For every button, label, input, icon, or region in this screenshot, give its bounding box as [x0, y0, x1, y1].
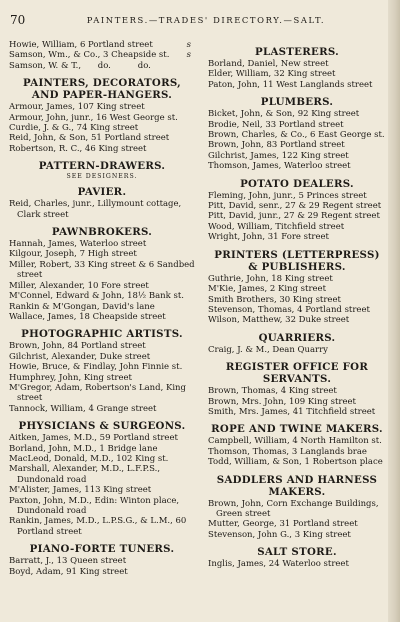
- page-header: [10, 13, 386, 27]
- directory-entry: Bicket, John, & Son, 92 King street: [208, 109, 360, 120]
- directory-entry: Campbell, William, 4 North Hamilton st.: [208, 436, 382, 447]
- directory-entry: Stevenson, John G., 3 King street: [208, 529, 351, 540]
- directory-entry: Paxton, John, M.D., Edin: Winton place, Dundonald road: [9, 495, 180, 516]
- section-heading: PAINTERS, DECORATORS, AND PAPER-HANGERS.: [23, 77, 181, 102]
- directory-entry: Borland, Daniel, New street: [208, 59, 329, 69]
- section-plasterers: [208, 46, 386, 90]
- directory-entry: Wood, William, Titchfield street: [208, 221, 345, 232]
- directory-entry: Thomson, James, Waterloo street: [208, 161, 351, 172]
- directory-entry: Thomson, Thomas, 3 Langlands brae: [208, 446, 367, 457]
- section-register-office-for-servants: [208, 361, 386, 417]
- directory-entry: Barratt, J., 13 Queen street: [9, 556, 127, 567]
- section-heading: ROPE AND TWINE MAKERS.: [211, 423, 383, 436]
- section-saddlers-and-harness-makers: [208, 474, 386, 541]
- directory-entry: Borland, John, M.D., 1 Bridge lane: [9, 443, 158, 454]
- directory-entry: Todd, William, & Son, 1 Robertson place: [208, 457, 383, 468]
- directory-entry: Guthrie, John, 18 King street: [208, 273, 333, 284]
- entry-name: Samson, Wm., & Co., 3 Cheapside st.: [9, 50, 170, 61]
- directory-entry: M'Connel, Edward & John, 18½ Bank st.: [9, 291, 184, 302]
- directory-entry: Reid, Charles, junr., Lillymount cottage, Clark street: [9, 199, 182, 220]
- section-photographic-artists: [9, 328, 195, 414]
- directory-entry: Elder, William, 32 King street: [208, 69, 336, 80]
- directory-entry: Marshall, Alexander, M.D., L.F.P.S., Dundonald road: [9, 464, 161, 485]
- section-heading: REGISTER OFFICE FOR SERVANTS.: [225, 361, 369, 386]
- directory-entry: Reid, John, & Son, 51 Portland street: [9, 133, 170, 144]
- directory-entry: Howie, Bruce, & Findlay, John Finnie st.: [9, 362, 183, 373]
- directory-entry: Pitt, David, senr., 27 & 29 Regent street: [208, 201, 382, 212]
- section-salt-store: [208, 546, 386, 569]
- section-heading: PRINTERS (LETTERPRESS) & PUBLISHERS.: [214, 248, 380, 273]
- section-heading: POTATO DEALERS.: [240, 177, 354, 190]
- directory-entry: Brown, Charles, & Co., 6 East George st.: [208, 130, 385, 141]
- section-pavier: [9, 186, 195, 220]
- directory-entry: [9, 40, 195, 50]
- directory-entry: Wilson, Matthew, 32 Duke street: [208, 315, 350, 326]
- directory-entry: Aitken, James, M.D., 59 Portland street: [9, 433, 178, 444]
- section-heading: SADDLERS AND HARNESS MAKERS.: [216, 473, 378, 498]
- entry-name: Samson, W. & T.,: [9, 60, 82, 71]
- section-heading: PIANO-FORTE TUNERS.: [29, 543, 175, 556]
- directory-entry: [9, 50, 195, 60]
- directory-entry: M'Gregor, Adam, Robertson's Land, King street: [9, 382, 186, 404]
- directory-entry: Humphrey, John, King street: [9, 372, 132, 383]
- directory-entry: Craig, J. & M., Dean Quarry: [208, 344, 328, 355]
- section-heading: QUARRIERS.: [258, 331, 336, 344]
- directory-entry: Fleming, John, junr., 5 Princes street: [208, 190, 367, 201]
- section-pawnbrokers: [9, 226, 195, 322]
- directory-entry: Brown, John, 84 Portland street: [9, 341, 146, 352]
- directory-entry: Wright, John, 31 Fore street: [208, 232, 329, 243]
- section-heading: SALT STORE.: [257, 546, 337, 559]
- section-heading: PHOTOGRAPHIC ARTISTS.: [21, 328, 183, 341]
- section-pattern-drawers: [9, 160, 195, 180]
- directory-entry: Wallace, James, 18 Cheapside street: [9, 311, 166, 322]
- directory-entry: Smith, Mrs. James, 41 Titchfield street: [208, 406, 376, 417]
- ditto-mark: do.: [97, 60, 111, 71]
- directory-entry: Miller, Alexander, 10 Fore street: [9, 280, 149, 291]
- section-physicians-surgeons: [9, 420, 195, 537]
- directory-entry: Gilchrist, James, 122 King street: [208, 150, 349, 161]
- directory-entry: Rankin & M'Gongan, David's lane: [9, 301, 155, 312]
- left-column: [9, 40, 195, 577]
- section-heading: PLUMBERS.: [260, 96, 334, 109]
- directory-entry: Brown, Mrs. John, 109 King street: [208, 396, 356, 407]
- section-heading: PATTERN-DRAWERS.: [38, 160, 166, 173]
- directory-entry: Brown, Thomas, 4 King street: [208, 386, 337, 397]
- directory-entry: Inglis, James, 24 Waterloo street: [208, 559, 349, 570]
- directory-entry: Stevenson, Thomas, 4 Portland street: [208, 304, 370, 315]
- section-heading: PAWNBROKERS.: [51, 226, 153, 239]
- directory-entry: Brown, John, Corn Exchange Buildings, Green street: [208, 498, 379, 519]
- directory-entry: Armour, John, junr., 16 West George st.: [9, 112, 178, 123]
- section-quarriers: [208, 332, 386, 355]
- directory-entry: Armour, James, 107 King street: [9, 102, 145, 113]
- directory-entry: Robertson, R. C., 46 King street: [9, 143, 147, 154]
- section-plumbers: [208, 96, 386, 171]
- page-number: 70: [10, 13, 26, 27]
- section-heading: PLASTERERS.: [255, 46, 339, 58]
- directory-entry: Pitt, David, junr., 27 & 29 Regent street: [208, 211, 380, 222]
- section-potato-dealers: [208, 178, 386, 243]
- section-piano-forte-tuners: [9, 543, 195, 577]
- directory-entry: [9, 61, 195, 71]
- section-heading: PAVIER.: [77, 186, 127, 199]
- section-painters-decorators-and-paper-hangers: [9, 77, 195, 154]
- directory-entry: Mutter, George, 31 Portland street: [208, 519, 358, 530]
- ditto-mark: do.: [137, 60, 151, 71]
- section-printers-letterpress-publishers: [208, 249, 386, 326]
- directory-entry: Tannock, William, 4 Grange street: [9, 403, 157, 414]
- directory-entry: MacLeod, Donald, M.D., 102 King st.: [9, 453, 169, 464]
- directory-entry: Gilchrist, Alexander, Duke street: [9, 351, 151, 362]
- directory-entry: Smith Brothers, 30 King street: [208, 294, 341, 305]
- directory-entry: Brodie, Neil, 33 Portland street: [208, 119, 344, 130]
- section-subtitle: SEE DESIGNERS.: [66, 173, 138, 181]
- directory-entry: M'Alister, James, 113 King street: [9, 485, 152, 496]
- directory-entry: Miller, Robert, 33 King street & 6 Sandbed street: [9, 259, 195, 281]
- running-title: PAINTERS.—TRADES' DIRECTORY.—SALT.: [86, 15, 326, 25]
- directory-entry: Kilgour, Joseph, 7 High street: [9, 249, 137, 260]
- section-heading: PHYSICIANS & SURGEONS.: [18, 420, 186, 433]
- directory-entry: Hannah, James, Waterloo street: [9, 239, 147, 250]
- directory-entry: M'Kie, James, 2 King street: [208, 284, 326, 295]
- directory-entry: Paton, John, 11 West Langlands street: [208, 79, 373, 90]
- section-rope-and-twine-makers: [208, 423, 386, 467]
- directory-entry: Curdie, J. & G., 74 King street: [9, 123, 139, 134]
- right-column: [208, 40, 386, 570]
- directory-entry: Brown, John, 83 Portland street: [208, 140, 345, 151]
- entry-name: Howie, William, 6 Portland street: [9, 40, 153, 50]
- entry-mark: s: [186, 50, 191, 61]
- directory-entry: Rankin, James, M.D., L.P.S.G., & L.M., 60 Portland street: [9, 516, 187, 537]
- book-spine-shadow: [388, 0, 400, 622]
- entry-mark: s: [186, 40, 191, 50]
- directory-entry: Boyd, Adam, 91 King street: [9, 566, 128, 577]
